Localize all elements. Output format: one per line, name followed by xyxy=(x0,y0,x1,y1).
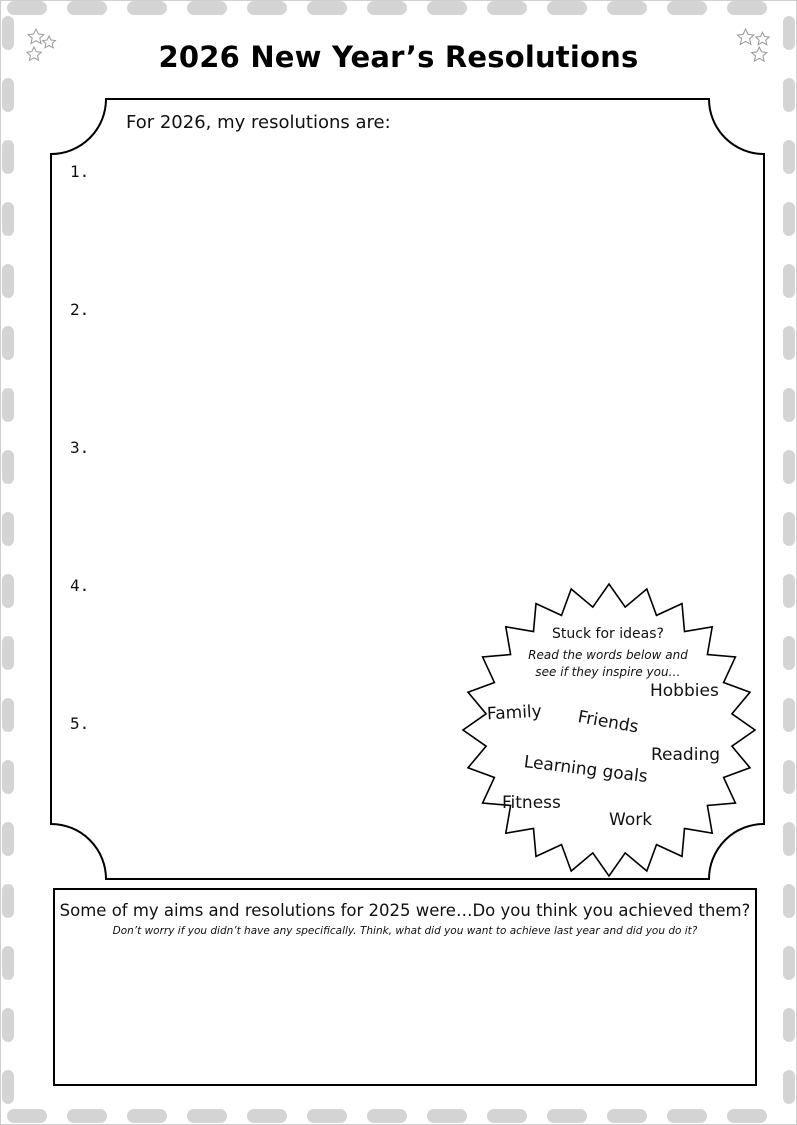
page-title: 2026 New Year’s Resolutions xyxy=(158,40,639,74)
resolution-number-4: 4. xyxy=(70,576,90,595)
resolution-number-1: 1. xyxy=(70,162,90,181)
idea-word-hobbies: Hobbies xyxy=(650,681,719,701)
resolution-number-3: 3. xyxy=(70,438,90,457)
aims-subtext: Don’t worry if you didn’t have any specifically. Think, what did you want to achieve last year and did you do it? xyxy=(112,925,698,937)
resolutions-intro: For 2026, my resolutions are: xyxy=(126,112,391,133)
resolution-number-2: 2. xyxy=(70,300,90,319)
resolution-number-5: 5. xyxy=(70,714,90,733)
idea-word-fitness: Fitness xyxy=(502,793,561,813)
ideas-subtext-line-2: see if they inspire you… xyxy=(535,665,681,679)
previous-aims-box xyxy=(53,888,757,1086)
ideas-heading: Stuck for ideas? xyxy=(552,626,664,642)
ideas-subtext-line-1: Read the words below and xyxy=(528,648,688,662)
ideas-subtext xyxy=(508,647,708,681)
idea-word-learning-goals: Learning goals xyxy=(522,752,649,788)
idea-word-friends: Friends xyxy=(576,707,640,738)
idea-word-family: Family xyxy=(486,701,543,725)
idea-word-reading: Reading xyxy=(651,745,721,765)
aims-heading: Some of my aims and resolutions for 2025 were…Do you think you achieved them? xyxy=(59,901,751,920)
idea-word-work: Work xyxy=(609,810,653,830)
